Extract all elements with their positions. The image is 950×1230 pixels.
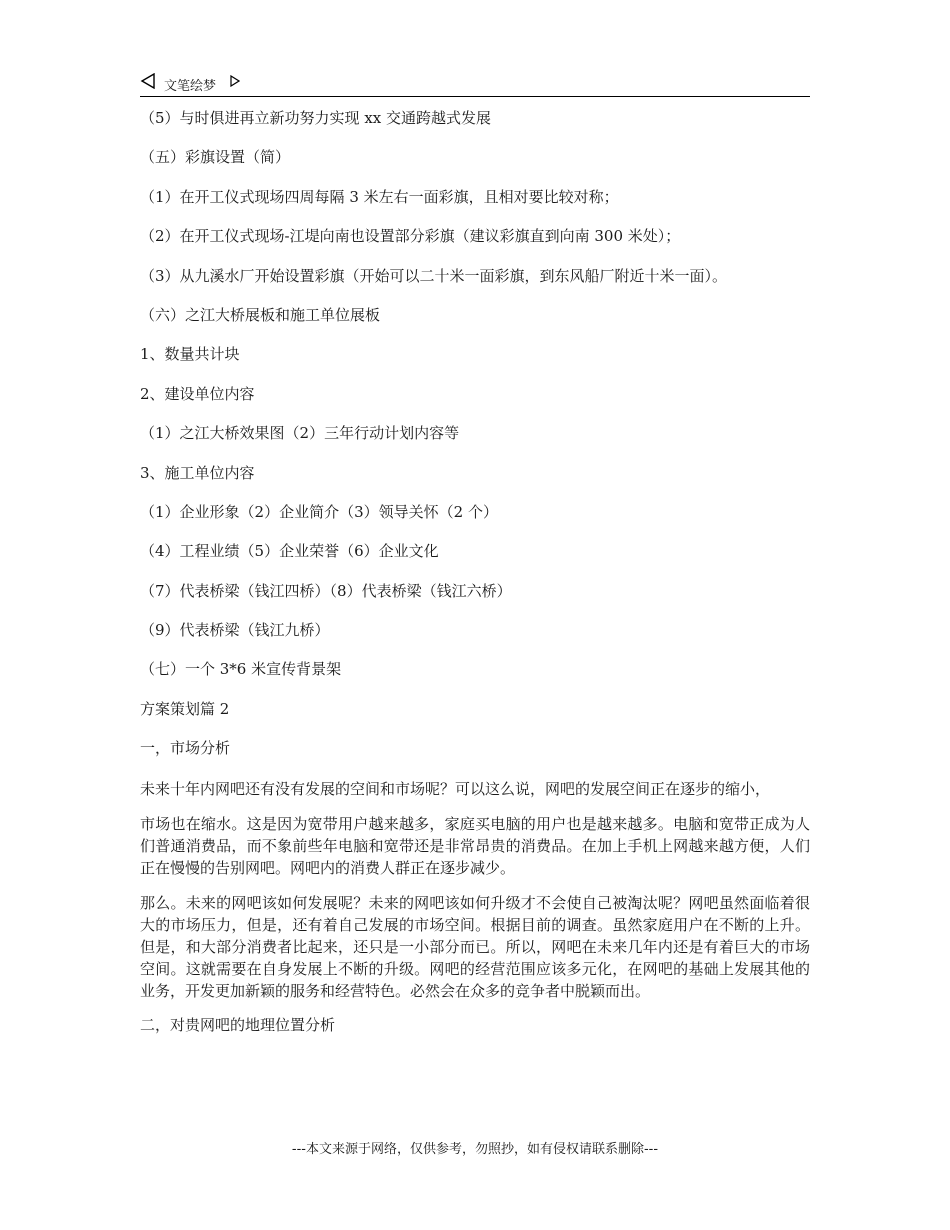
right-triangle-icon	[230, 72, 240, 91]
page-footer: ---本文来源于网络，仅供参考，勿照抄，如有侵权请联系删除---	[291, 1142, 659, 1157]
section-heading: （六）之江大桥展板和施工单位展板	[140, 305, 381, 324]
section-heading: （五）彩旗设置（简）	[140, 148, 291, 167]
text-line: 3、施工单位内容	[140, 463, 255, 482]
body-paragraph: 那么。未来的网吧该如何发展呢？未来的网吧该如何升级才不会使自己被淘汰呢？网吧虽然面临着很大的市场压力，但是，还有着自己发展的市场空间。根据目前的调查。虽然家庭用户在不断的上升。但是，和大部分消费者比起来，还只是一小部分而已。所以，网吧在未来几年内还是有着巨大的市场空间。这就需要在自身发展上不断的升级。网吧的经营范围应该多元化，在网吧的基础上发展其他的业务，开发更加新颖的服务和经营特色。必然会在众多的竞争者中脱颖而出。	[140, 893, 810, 1000]
document-body	[140, 108, 810, 1054]
left-triangle-icon	[140, 73, 156, 93]
header-brand: 文笔绘梦	[164, 79, 217, 94]
text-line: （1）之江大桥效果图（2）三年行动计划内容等	[140, 424, 460, 443]
body-paragraph: 市场也在缩水。这是因为宽带用户越来越多，家庭买电脑的用户也是越来越多。电脑和宽带正成为人们普通消费品，而不象前些年电脑和宽带还是非常昂贵的消费品。在加上手机上网越来越方便，人们正在慢慢的告别网吧。网吧内的消费人群正在逐步减少。	[140, 814, 810, 877]
body-paragraph: 未来十年内网吧还有没有发展的空间和市场呢？可以这么说，网吧的发展空间正在逐步的缩小，	[140, 779, 771, 798]
text-line: （1）在开工仪式现场四周每隔 3 米左右一面彩旗，且相对要比较对称；	[140, 187, 619, 206]
section-heading: （七）一个 3*6 米宣传背景架	[140, 660, 342, 679]
text-line: 2、建设单位内容	[140, 384, 255, 403]
text-line: （4）工程业绩（5）企业荣誉（6）企业文化	[140, 542, 439, 561]
text-line: （1）企业形象（2）企业简介（3）领导关怀（2 个）	[140, 502, 498, 521]
text-line: （2）在开工仪式现场-江堤向南也设置部分彩旗（建议彩旗直到向南 300 米处）；	[140, 227, 681, 246]
text-line: （7）代表桥梁（钱江四桥）（8）代表桥梁（钱江六桥）	[140, 581, 512, 600]
text-line: 1、数量共计块	[140, 345, 240, 364]
text-line: （5）与时俱进再立新功努力实现 xx 交通跨越式发展	[140, 109, 492, 127]
document-title: 方案策划篇 2	[140, 699, 230, 718]
section-heading: 二，对贵网吧的地理位置分析	[140, 1015, 336, 1034]
text-line: （3）从九溪水厂开始设置彩旗（开始可以二十米一面彩旗，到东风船厂附近十米一面）。	[140, 266, 728, 285]
section-heading: 一，市场分析	[140, 739, 231, 758]
text-line: （9）代表桥梁（钱江九桥）	[140, 621, 330, 640]
page-header	[140, 70, 810, 97]
